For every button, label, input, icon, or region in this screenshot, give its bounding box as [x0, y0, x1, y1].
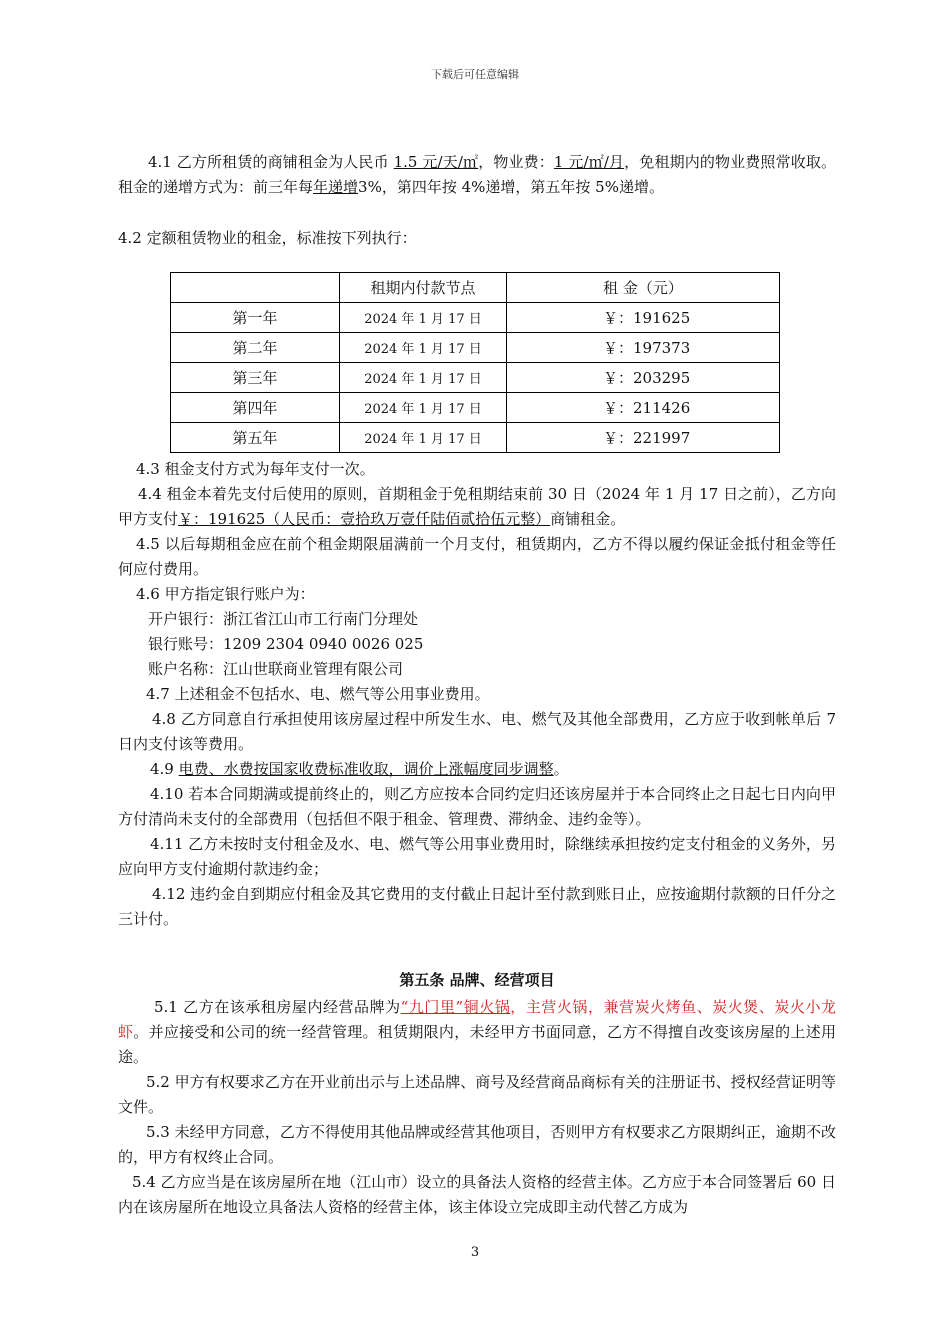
clause-text: 4.1 乙方所租赁的商铺租金为人民币 [148, 153, 394, 171]
fee-standard: 电费、水费按国家收费标准收取，调价上涨幅度同步调整 [178, 760, 554, 778]
clause-text: 。 [553, 760, 569, 778]
table-row [171, 423, 780, 453]
table-row [171, 363, 780, 393]
rent-rate: 1.5 元/天/㎡ [393, 153, 479, 171]
clause-4-2: 4.2 定额租赁物业的租金，标准按下列执行： [118, 229, 417, 247]
increase-term: 年递增 [313, 178, 359, 196]
clause-4-5: 4.5 以后每期租金应在前个租金期限届满前一个月支付，租赁期内，乙方不得以履约保证金抵付租金等任何应付费用。 [118, 535, 836, 578]
amount-cell: ￥：203295 [507, 363, 780, 393]
page-header: 下载后可任意编辑 [431, 68, 519, 81]
page-number: 3 [470, 1245, 480, 1260]
clause-4-10: 4.10 若本合同期满或提前终止的，则乙方应按本合同约定归还该房屋并于本合同终止之日起七日内向甲方付清尚未支付的全部费用（包括但不限于租金、管理费、滞纳金、违约金等）。 [118, 785, 836, 828]
year-cell: 第二年 [171, 333, 340, 363]
table-row [171, 333, 780, 363]
table-row [171, 393, 780, 423]
clause-4-1 [118, 150, 836, 200]
clause-4-12: 4.12 违约金自到期应付租金及其它费用的支付截止日起计至付款到账日止，应按逾期付款额的日仟分之三计付。 [118, 885, 836, 928]
clause-text: ，免租期内的物业费照常收取。租金的递增方式为：前三年每 [118, 153, 836, 196]
amount-cell: ￥：221997 [507, 423, 780, 453]
clause-text: 5.1 乙方在该承租房屋内经营品牌为 [154, 998, 401, 1016]
year-cell: 第三年 [171, 363, 340, 393]
property-fee: 1 元/㎡/月 [553, 153, 625, 171]
clause-5-1 [118, 995, 836, 1070]
date-cell: 2024 年 1 月 17 日 [340, 423, 507, 453]
clause-4-8: 4.8 乙方同意自行承担使用该房屋过程中所发生水、电、燃气及其他全部费用，乙方应于收到帐单后 7 日内支付该等费用。 [118, 710, 836, 753]
section-5-title: 第五条 品牌、经营项目 [399, 971, 555, 989]
table-header-cell [171, 273, 340, 303]
bank-account: 银行账号：1209 2304 0940 0026 025 [148, 635, 424, 653]
clause-4-4 [118, 482, 836, 532]
clause-4-6: 4.6 甲方指定银行账户为： [136, 585, 315, 603]
clause-text: 4.4 租金本着先支付后使用的原则，首期租金于免租期结束前 30 日（2024 年 1 月 17 日之前），乙方向甲方支付 [118, 485, 836, 528]
clause-4-7: 4.7 上述租金不包括水、电、燃气等公用事业费用。 [146, 685, 490, 703]
clause-text: 3%，第四年按 4%递增，第五年按 5%递增。 [358, 178, 664, 196]
table-row [171, 303, 780, 333]
amount-cell: ￥：197373 [507, 333, 780, 363]
date-cell: 2024 年 1 月 17 日 [340, 333, 507, 363]
year-cell: 第一年 [171, 303, 340, 333]
clause-text: ，物业费： [478, 153, 554, 171]
clause-text: 。并应接受和公司的统一经营管理。租赁期限内，未经甲方书面同意，乙方不得擅自改变该房屋的上述用途。 [118, 1023, 836, 1066]
year-cell: 第四年 [171, 393, 340, 423]
date-cell: 2024 年 1 月 17 日 [340, 393, 507, 423]
date-cell: 2024 年 1 月 17 日 [340, 303, 507, 333]
amount-cell: ￥：191625 [507, 303, 780, 333]
clause-4-9 [118, 757, 836, 782]
year-cell: 第五年 [171, 423, 340, 453]
account-name: 账户名称：江山世联商业管理有限公司 [148, 660, 404, 678]
first-payment-amount: ￥：191625（人民币：壹拾玖万壹仟陆佰贰拾伍元整） [178, 510, 551, 528]
business-scope: ，主营火锅，兼营炭火烤鱼、炭火煲、炭火小龙虾 [118, 998, 836, 1041]
brand-name: “九门里”铜火锅 [400, 998, 511, 1016]
table-header-cell: 租 金（元） [507, 273, 780, 303]
amount-cell: ￥：211426 [507, 393, 780, 423]
clause-4-11: 4.11 乙方未按时支付租金及水、电、燃气等公用事业费用时，除继续承担按约定支付租金的义务外，另应向甲方支付逾期付款违约金； [118, 835, 836, 878]
bank-branch: 开户银行：浙江省江山市工行南门分理处 [148, 610, 419, 628]
table-header-cell: 租期内付款节点 [340, 273, 507, 303]
clause-5-2: 5.2 甲方有权要求乙方在开业前出示与上述品牌、商号及经营商品商标有关的注册证书、授权经营证明等文件。 [118, 1073, 836, 1116]
table-header-row [171, 273, 780, 303]
clause-text: 4.9 [150, 760, 179, 778]
clause-5-4: 5.4 乙方应当是在该房屋所在地（江山市）设立的具备法人资格的经营主体。乙方应于本合同签署后 60 日内在该房屋所在地设立具备法人资格的经营主体，该主体设立完成即主动代替乙方成为 [118, 1173, 836, 1216]
date-cell: 2024 年 1 月 17 日 [340, 363, 507, 393]
rent-schedule-table [170, 272, 780, 453]
clause-text: 商铺租金。 [550, 510, 626, 528]
clause-4-3: 4.3 租金支付方式为每年支付一次。 [136, 460, 375, 478]
clause-5-3: 5.3 未经甲方同意，乙方不得使用其他品牌或经营其他项目，否则甲方有权要求乙方限期纠正，逾期不改的，甲方有权终止合同。 [118, 1123, 836, 1166]
